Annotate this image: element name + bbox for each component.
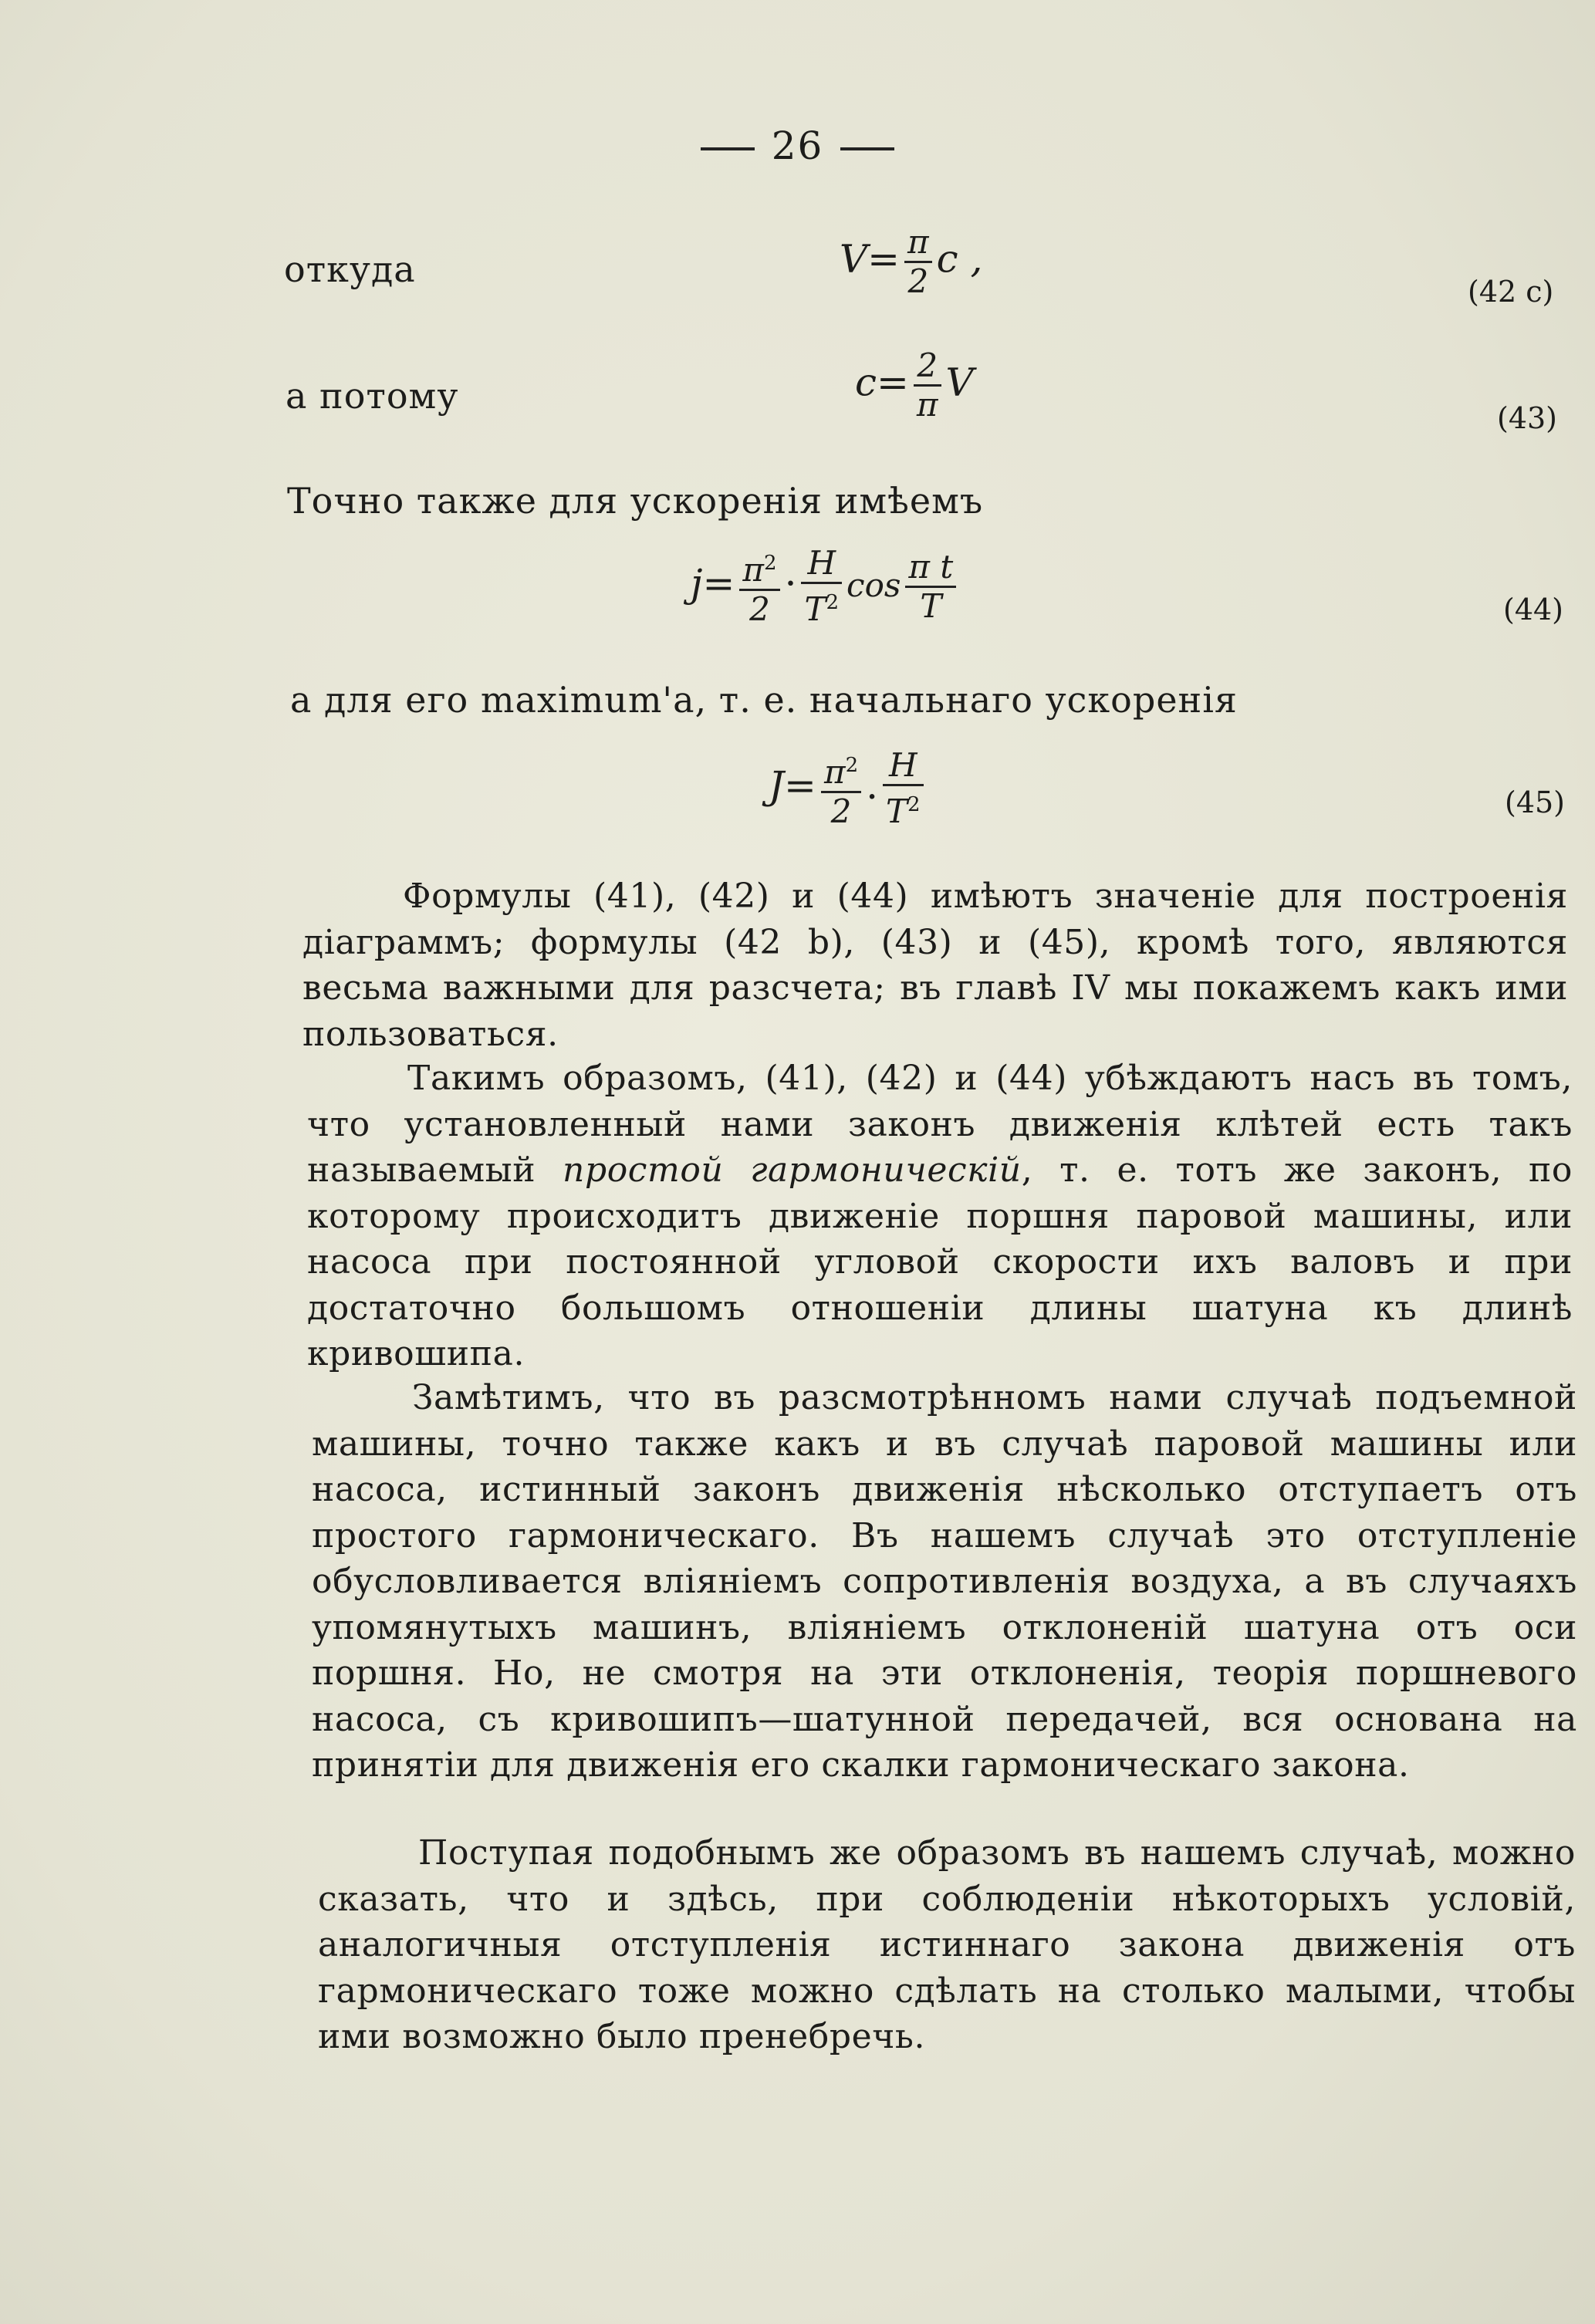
eq45-f1-numerator [821,747,861,791]
eq44-lhs: j [691,561,703,606]
eq44-f3-denominator: T [905,586,956,625]
eq45-f1-exponent: 2 [845,754,859,777]
paragraph-3 [312,1375,1577,1789]
text-a-potomu: а потому [286,375,459,417]
eq45-lhs: J [769,763,785,808]
eq42c-denominator: 2 [904,261,932,300]
eq43-denominator: π [914,384,941,424]
equation-44 [691,545,961,628]
paragraph-3-text: Замѣтимъ, что въ разсмотрѣнномъ нами случаѣ подъемной машины, точно также какъ и въ случаѣ паровой машины или насоса, истинный законъ движенія нѣсколько отступаетъ отъ простого гармоническаго. Въ нашемъ случаѣ это отступленіе обусловливается вліяніемъ сопротивленія воздуха, а въ случаяхъ упомянутыхъ машинъ, вліяніемъ отклоненій шатуна отъ оси поршня. Но, не смотря на эти отклоненія, теорія поршневого насоса, съ кривошипъ—шатунной передачей, вся основана на принятіи для движенія его скалки гармоническаго закона. [312,1378,1577,1785]
eq44-equals: = [702,561,735,606]
eq44-f1-exponent: 2 [764,552,777,575]
eq44-f1-pi: π [742,551,765,589]
eq45-f1-pi: π [823,753,846,791]
text-otkuda: откуда [284,248,416,290]
paragraph-2-text-end: , т. е. тотъ же законъ, по которому происходитъ движеніе поршня паровой машины, или насоса при постоянной угловой скорости ихъ валовъ и при достаточно большомъ отношеніи длины шатуна къ длинѣ кривошипа. [307,1150,1573,1373]
eq45-dot: . [866,763,879,808]
eq44-f2-T: T [804,590,826,628]
equation-label-42c: (42 c) [1468,275,1554,309]
text-a-dlya-ego: а для его maximum'a, т. е. начальнаго ускоренія [290,679,1238,721]
equation-label-44: (44) [1503,593,1564,627]
eq44-f3-numerator: π t [908,547,954,586]
eq42c-numerator: π [907,223,929,261]
eq43-numerator: 2 [917,346,938,384]
eq44-fraction-1 [739,545,779,628]
eq42c-lhs: V [840,236,868,282]
paragraph-1-text: Формулы (41), (42) и (44) имѣютъ значеніе для построенія діаграммъ; формулы (42 b), (43) и (45), кромѣ того, являются весьма важными для разсчета; въ главѣ IV мы покажемъ какъ ими пользоваться. [302,877,1568,1054]
eq45-f2-T: T [886,792,908,830]
text-tochno-takzhe: Точно также для ускоренія имѣемъ [287,480,984,522]
paragraph-2-emphasis: простой гармоническій [563,1150,1022,1190]
eq42c-fraction [904,224,932,300]
eq43-fraction [914,347,941,424]
eq45-fraction-1 [821,747,861,830]
equation-label-45: (45) [1505,785,1566,819]
eq45-f2-numerator: H [888,746,917,784]
equation-label-43: (43) [1497,401,1558,435]
equation-45 [769,747,928,830]
paragraph-2-text-start: Такимъ образомъ, (41), (42) и (44) убѣждаютъ насъ въ томъ, что установленный нами законъ движенія клѣтей есть такъ называемый [307,1059,1573,1190]
eq43-lhs: c [855,360,877,405]
eq44-f2-numerator: H [807,544,836,582]
eq45-fraction-2 [883,747,924,830]
eq44-f2-exponent: 2 [826,591,840,614]
eq45-f2-exponent: 2 [907,793,921,816]
eq43-rhs: V [945,360,974,405]
eq44-cos: cos [846,566,901,604]
eq45-equals: = [784,763,816,808]
eq42c-equals: = [867,236,901,282]
paragraph-2 [307,1056,1573,1377]
eq44-f1-numerator [739,545,779,589]
eq44-fraction-3 [905,549,956,625]
eq44-f2-denominator [801,582,842,628]
page-number-header [0,123,1595,168]
equation-42c [840,224,982,300]
eq45-f2-denominator [883,784,924,830]
eq43-equals: = [877,360,909,405]
equation-43 [855,347,974,424]
eq42c-rhs: c , [936,236,983,282]
eq45-f1-denominator: 2 [821,791,861,830]
paragraph-4-text: Поступая подобнымъ же образомъ въ нашемъ случаѣ, можно сказать, что и здѣсь, при соблюденіи нѣкоторыхъ условій, аналогичныя отступленія истиннаго закона движенія отъ гармоническаго тоже можно сдѣлать на столько малыми, чтобы ими возможно было пренебречь. [318,1833,1576,2056]
paragraph-4 [318,1830,1576,2060]
paragraph-1 [302,873,1568,1057]
page-number: 26 [771,123,824,168]
eq44-f1-denominator: 2 [739,589,779,628]
right-dash [840,147,894,150]
eq44-fraction-2 [801,545,842,628]
eq44-dot: · [784,561,797,606]
left-dash [701,147,755,150]
